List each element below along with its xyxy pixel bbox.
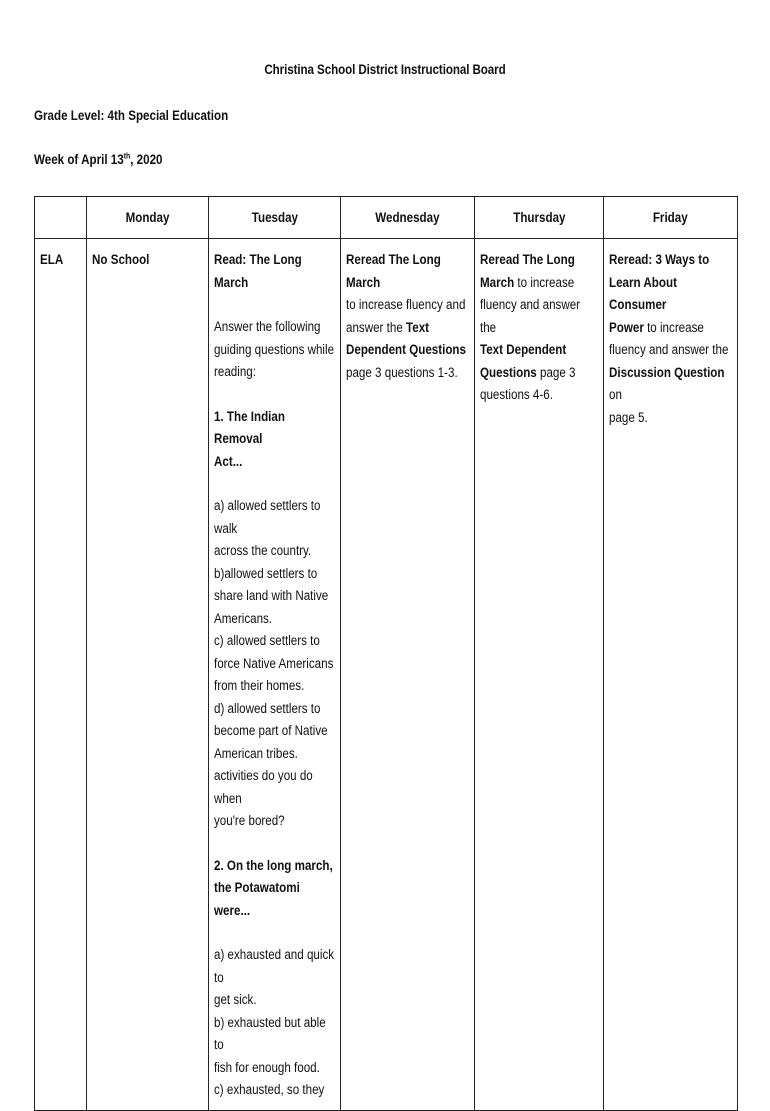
question-1-option-line: d) allowed settlers to [214,700,321,716]
thursday-cell [475,239,604,1111]
friday-cell [604,239,738,1111]
header-tuesday: Tuesday [209,197,341,239]
thursday-line: fluency and answer the [480,297,581,335]
wednesday-line: Reread The Long March [346,252,441,290]
question-2-option-line: fish for enough food. [214,1059,320,1075]
grade-level: Grade Level: 4th Special Education [34,108,229,123]
thursday-line: March to increase [480,274,575,290]
question-1-option-line: across the country. [214,543,312,558]
table-header-row [35,197,738,239]
week-superscript: th [123,151,131,161]
tuesday-instruction-line: guiding questions while [214,341,335,357]
header-empty [35,197,87,239]
question-1-option-line: Americans. [214,610,273,626]
document-title: Christina School District Instructional Board [264,62,506,77]
header-wednesday: Wednesday [341,197,475,239]
question-1-option-line: a) allowed settlers to walk [214,498,321,536]
question-1-option-line: c) allowed settlers to [214,633,320,648]
question-1-title: 1. The Indian Removal [214,408,285,446]
friday-line: Learn About Consumer [609,274,677,312]
tuesday-instruction-line: Answer the following [214,319,321,334]
week-line [34,152,162,167]
question-1-option-line: from their homes. [214,678,305,693]
thursday-line: Text Dependent [480,342,567,357]
question-1-option-line: force Native Americans [214,655,334,671]
table-row-ela [35,239,738,1111]
friday-line: Reread: 3 Ways to [609,252,710,267]
wednesday-line: answer the Text [346,319,430,335]
wednesday-line: to increase fluency and [346,297,466,312]
question-2-option-line: a) exhausted and quick to [214,947,335,985]
question-2-option-line: get sick. [214,992,257,1007]
question-1-option-line: activities do you do when [214,768,313,806]
row-label-cell [35,239,87,1111]
tuesday-read-line: Read: The Long March [214,252,302,290]
week-suffix: , 2020 [130,152,163,167]
friday-line: fluency and answer the [609,342,729,357]
week-prefix: Week of April 13 [34,152,124,167]
question-1-option-line: American tribes. [214,745,298,761]
wednesday-line: Dependent Questions [346,342,466,357]
question-1-option-line: become part of Native [214,723,328,738]
friday-line: Power to increase [609,319,704,335]
friday-line: Discussion Question on [609,364,725,402]
header-thursday: Thursday [475,197,604,239]
monday-cell [87,239,209,1111]
row-label: ELA [40,252,64,267]
thursday-line: Questions page 3 [480,364,576,380]
header-friday: Friday [604,197,738,239]
friday-line: page 5. [609,409,648,425]
question-2-option-line: b) exhausted but able to [214,1014,326,1052]
thursday-line: Reread The Long [480,252,575,267]
wednesday-cell [341,239,475,1111]
question-1-title: Act... [214,453,243,469]
thursday-line: questions 4-6. [480,387,553,402]
question-2-title: the Potawatomi were... [214,880,300,918]
header-monday: Monday [87,197,209,239]
monday-text: No School [92,252,150,267]
question-1-option-line: share land with Native [214,588,329,603]
question-1-option-line: b)allowed settlers to [214,565,318,581]
tuesday-cell [209,239,341,1111]
wednesday-line: page 3 questions 1-3. [346,364,458,380]
tuesday-instruction-line: reading: [214,364,256,379]
question-2-option-line: c) exhausted, so they [214,1082,325,1097]
instructional-board-table [34,196,738,1111]
question-1-option-line: you're bored? [214,813,285,828]
question-2-title: 2. On the long march, [214,857,333,873]
